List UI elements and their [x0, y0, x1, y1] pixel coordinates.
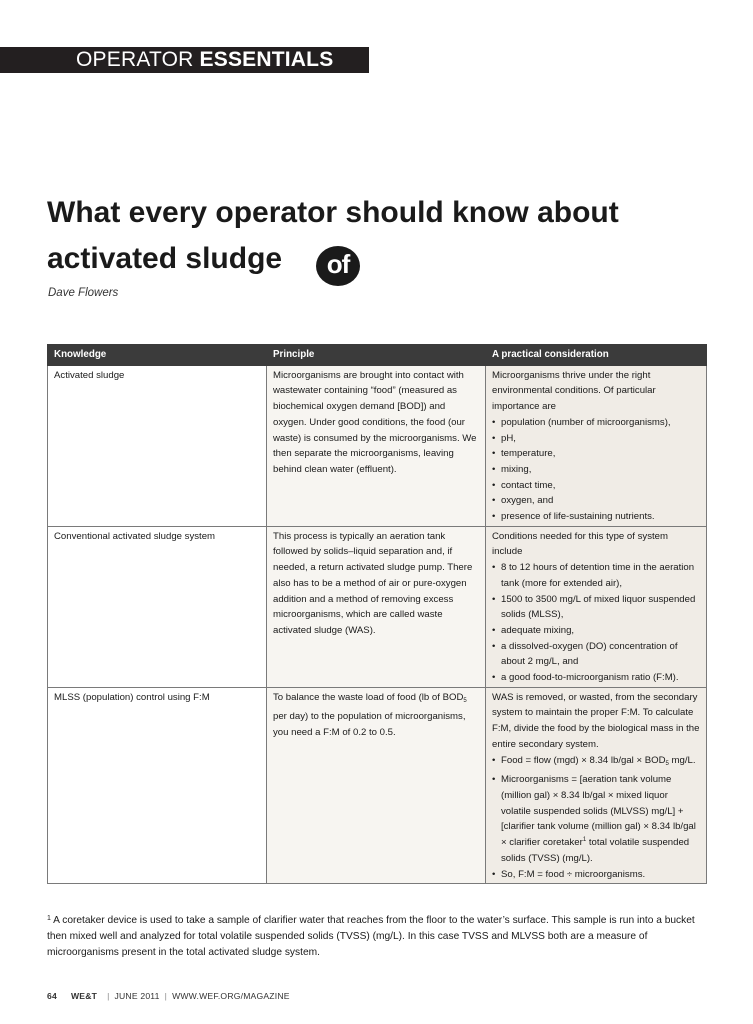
list-item: • 8 to 12 hours of detention time in the aeration tank (more for extended air),: [492, 560, 700, 591]
banner-bold-text: ESSENTIALS: [199, 48, 334, 71]
row3-principle: [267, 687, 486, 883]
section-banner: [0, 47, 369, 73]
issue-date: JUNE 2011: [114, 991, 160, 1001]
row2-intro: Conditions needed for this type of system include: [492, 530, 668, 558]
header-principle: Principle: [267, 345, 486, 366]
footer-separator: |: [107, 991, 110, 1001]
list-item: • contact time,: [492, 478, 700, 494]
magazine-url: WWW.WEF.ORG/MAGAZINE: [172, 991, 290, 1001]
list-item: • pH,: [492, 431, 700, 447]
list-item: • oxygen, and: [492, 493, 700, 509]
food-formula-a: Food = flow (mgd) × 8.34 lb/gal × BOD: [501, 754, 666, 766]
list-item: • temperature,: [492, 446, 700, 462]
list-item: • presence of life-sustaining nutrients.: [492, 509, 700, 525]
food-formula-b: mg/L.: [668, 754, 696, 766]
row1-knowledge: Activated sludge: [48, 365, 267, 526]
row3-knowledge: MLSS (population) control using F:M: [48, 687, 267, 883]
table-row: [48, 687, 707, 883]
row1-intro: Microorganisms thrive under the right environmental conditions. Of particular importance are: [492, 369, 656, 413]
row1-consideration: [486, 365, 707, 526]
row3-consideration: [486, 687, 707, 883]
header-consideration: A practical consideration: [486, 345, 707, 366]
table-header-row: [48, 345, 707, 366]
list-item: • population (number of microorganisms),: [492, 415, 700, 431]
table-row: [48, 526, 707, 687]
list-item: • So, F:M = food ÷ microorganisms.: [492, 867, 700, 883]
row3-bullet-list: [492, 753, 700, 883]
row3-principle-a: To balance the waste load of food (lb of BOD: [273, 691, 464, 703]
author-byline: Dave Flowers: [48, 287, 119, 299]
banner-light-text: OPERATOR: [76, 48, 200, 71]
list-item: [492, 772, 700, 866]
list-item: • a dissolved-oxygen (DO) concentration of about 2 mg/L, and: [492, 639, 700, 670]
article-title: What every operator should know about activated sludge: [47, 196, 619, 275]
row2-knowledge: Conventional activated sludge system: [48, 526, 267, 687]
row3-principle-b: per day) to the population of microorganisms, you need a F:M of 0.2 to 0.5.: [273, 711, 466, 739]
row2-bullet-list: [492, 560, 700, 686]
page-number: 64: [47, 991, 57, 1001]
banner-text: [76, 49, 333, 71]
list-item: • adequate mixing,: [492, 623, 700, 639]
row1-bullet-list: [492, 415, 700, 525]
footnote: [47, 913, 709, 961]
magazine-name: WE&T: [70, 991, 98, 1001]
footnote-mark: 1: [47, 915, 51, 922]
table-row: [48, 365, 707, 526]
footnote-text: A coretaker device is used to take a sample of clarifier water that reaches from the floor to the water’s surface. This sample is run into a bucket then mixed well and analyzed for total volatile suspended solids (TVSS) (mg/L). In this case TVSS and MLVSS both are a measure of microorganisms present in the total activated sludge system.: [47, 915, 695, 958]
list-item: • mixing,: [492, 462, 700, 478]
food-formula-sub: 5: [665, 760, 669, 767]
list-item: [492, 753, 700, 773]
micro-formula-a: Microorganisms = [aeration tank volume (million gal) × 8.34 lb/gal × mixed liquor volatile suspended solids (MLVSS) mg/L] + [clarifier tank volume (million gal) × 8.34 lb/gal × clarifier coretaker: [501, 774, 696, 849]
knowledge-table: [47, 344, 707, 884]
row2-principle: This process is typically an aeration tank followed by solids–liquid separation and, if needed, a return activated sludge pump. There also has to be a method of air or pure-oxygen addition and a method of removing excess microorganisms, which are called waste activated sludge (WAS).: [267, 526, 486, 687]
row3-principle-sub: 5: [463, 697, 467, 704]
list-item: • 1500 to 3500 mg/L of mixed liquor suspended solids (MLSS),: [492, 592, 700, 623]
row2-consideration: [486, 526, 707, 687]
row1-principle: Microorganisms are brought into contact with wastewater containing “food” (measured as biochemical oxygen demand [BOD]) and oxygen. Under good conditions, the food (our waste) is consumed by the microorganisms. We then separate the microorganisms, leaving behind clean water (effluent).: [267, 365, 486, 526]
operator-focus-logo: of: [316, 246, 360, 286]
micro-formula-b: total volatile suspended solids (TVSS) (mg/L).: [501, 837, 690, 864]
list-item: • a good food-to-microorganism ratio (F:M).: [492, 670, 700, 686]
header-knowledge: Knowledge: [48, 345, 267, 366]
row3-intro: WAS is removed, or wasted, from the secondary system to maintain the proper F:M. To calculate F:M, divide the food by the biological mass in the entire secondary system.: [492, 691, 700, 750]
page-footer: [47, 991, 290, 1001]
footer-separator: |: [164, 991, 168, 1001]
footnote-ref: 1: [582, 837, 587, 844]
